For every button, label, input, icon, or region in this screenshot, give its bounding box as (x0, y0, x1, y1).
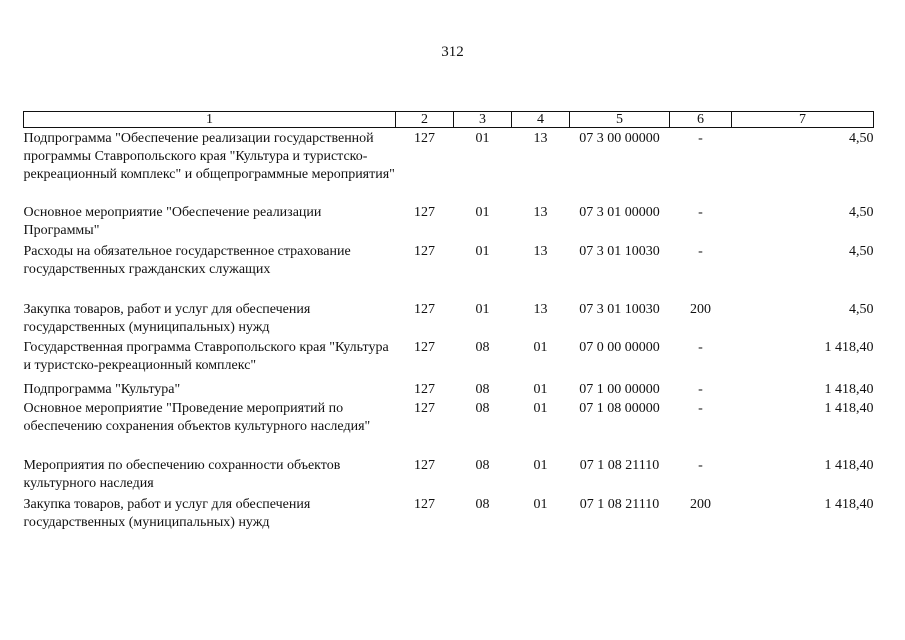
column-header: 7 (732, 112, 874, 128)
row-code-type: - (698, 400, 703, 416)
row-code-target: 07 3 01 10030 (579, 243, 660, 259)
table-row (24, 381, 874, 400)
row-code-subsection: 13 (533, 131, 548, 146)
row-code-type: 200 (690, 496, 711, 512)
row-amount: 1 418,40 (824, 381, 874, 397)
row-code-subsection: 01 (533, 400, 548, 416)
row-code-ministry: 127 (414, 339, 435, 355)
table-row (24, 496, 874, 534)
row-code-target: 07 1 00 00000 (579, 381, 660, 397)
row-code-section: 08 (475, 339, 490, 355)
row-name: Подпрограмма "Культура" (23, 381, 181, 397)
row-code-target: 07 1 08 00000 (579, 400, 660, 416)
row-code-subsection: 01 (533, 457, 548, 473)
row-amount: 4,50 (849, 204, 874, 220)
row-code-ministry: 127 (414, 243, 435, 259)
table-row (24, 339, 874, 381)
table-header-row (24, 112, 874, 128)
table-row (24, 204, 874, 243)
column-header: 3 (454, 112, 512, 128)
column-header: 4 (512, 112, 570, 128)
row-code-ministry: 127 (414, 301, 435, 317)
row-code-ministry: 127 (414, 496, 435, 512)
row-code-section: 08 (475, 400, 490, 416)
row-code-subsection: 01 (533, 496, 548, 512)
column-header: 2 (396, 112, 454, 128)
row-code-target: 07 1 08 21110 (579, 496, 660, 512)
row-name: Расходы на обязательное государственное страхование государственных гражданских служащих (23, 243, 351, 277)
row-code-type: - (698, 457, 703, 473)
row-code-type: - (698, 243, 703, 259)
row-code-subsection: 13 (533, 301, 548, 317)
row-code-ministry: 127 (414, 400, 435, 416)
column-header: 6 (670, 112, 732, 128)
row-amount: 4,50 (849, 243, 874, 259)
table-row (24, 128, 874, 204)
table-row (24, 457, 874, 496)
row-amount: 4,50 (849, 301, 874, 317)
column-header: 5 (570, 112, 670, 128)
row-code-target: 07 3 00 00000 (579, 131, 660, 146)
table-row (24, 243, 874, 301)
row-code-section: 08 (475, 496, 490, 512)
row-code-ministry: 127 (414, 131, 435, 146)
row-name: Подпрограмма "Обеспечение реализации государственной программы Ставропольского края "Культура и туристско-рекреационный комплекс" и общепрограммные мероприятия" (23, 131, 395, 182)
row-code-subsection: 01 (533, 381, 548, 397)
page-number: 312 (441, 44, 464, 60)
row-code-section: 08 (475, 381, 490, 397)
row-amount: 1 418,40 (824, 457, 874, 473)
row-code-ministry: 127 (414, 457, 435, 473)
table-row (24, 400, 874, 457)
row-amount: 1 418,40 (824, 400, 874, 416)
row-code-target: 07 0 00 00000 (579, 339, 660, 355)
row-code-section: 01 (475, 131, 490, 146)
row-code-section: 08 (475, 457, 490, 473)
row-code-subsection: 13 (533, 243, 548, 259)
row-code-target: 07 3 01 00000 (579, 204, 660, 220)
row-code-type: - (698, 339, 703, 355)
row-name: Основное мероприятие "Проведение мероприятий по обеспечению сохранения объектов культурного наследия" (23, 400, 371, 434)
row-code-type: - (698, 204, 703, 220)
row-code-ministry: 127 (414, 204, 435, 220)
row-code-section: 01 (475, 301, 490, 317)
row-code-ministry: 127 (414, 381, 435, 397)
row-code-type: - (698, 381, 703, 397)
row-name: Государственная программа Ставропольского края "Культура и туристско-рекреационный комплекс" (23, 339, 389, 373)
row-name: Закупка товаров, работ и услуг для обеспечения государственных (муниципальных) нужд (23, 496, 311, 530)
row-code-type: - (698, 131, 703, 146)
row-name: Мероприятия по обеспечению сохранности объектов культурного наследия (23, 457, 341, 491)
row-code-type: 200 (690, 301, 711, 317)
row-name: Основное мероприятие "Обеспечение реализации Программы" (23, 204, 322, 238)
table-row (24, 301, 874, 339)
row-code-target: 07 1 08 21110 (579, 457, 660, 473)
row-code-subsection: 01 (533, 339, 548, 355)
row-code-section: 01 (475, 243, 490, 259)
row-code-section: 01 (475, 204, 490, 220)
row-amount: 1 418,40 (824, 496, 874, 512)
row-code-target: 07 3 01 10030 (579, 301, 660, 317)
column-header: 1 (24, 112, 396, 128)
row-code-subsection: 13 (533, 204, 548, 220)
row-name: Закупка товаров, работ и услуг для обеспечения государственных (муниципальных) нужд (23, 301, 311, 335)
row-amount: 4,50 (849, 131, 874, 146)
row-amount: 1 418,40 (824, 339, 874, 355)
budget-table (23, 111, 874, 534)
